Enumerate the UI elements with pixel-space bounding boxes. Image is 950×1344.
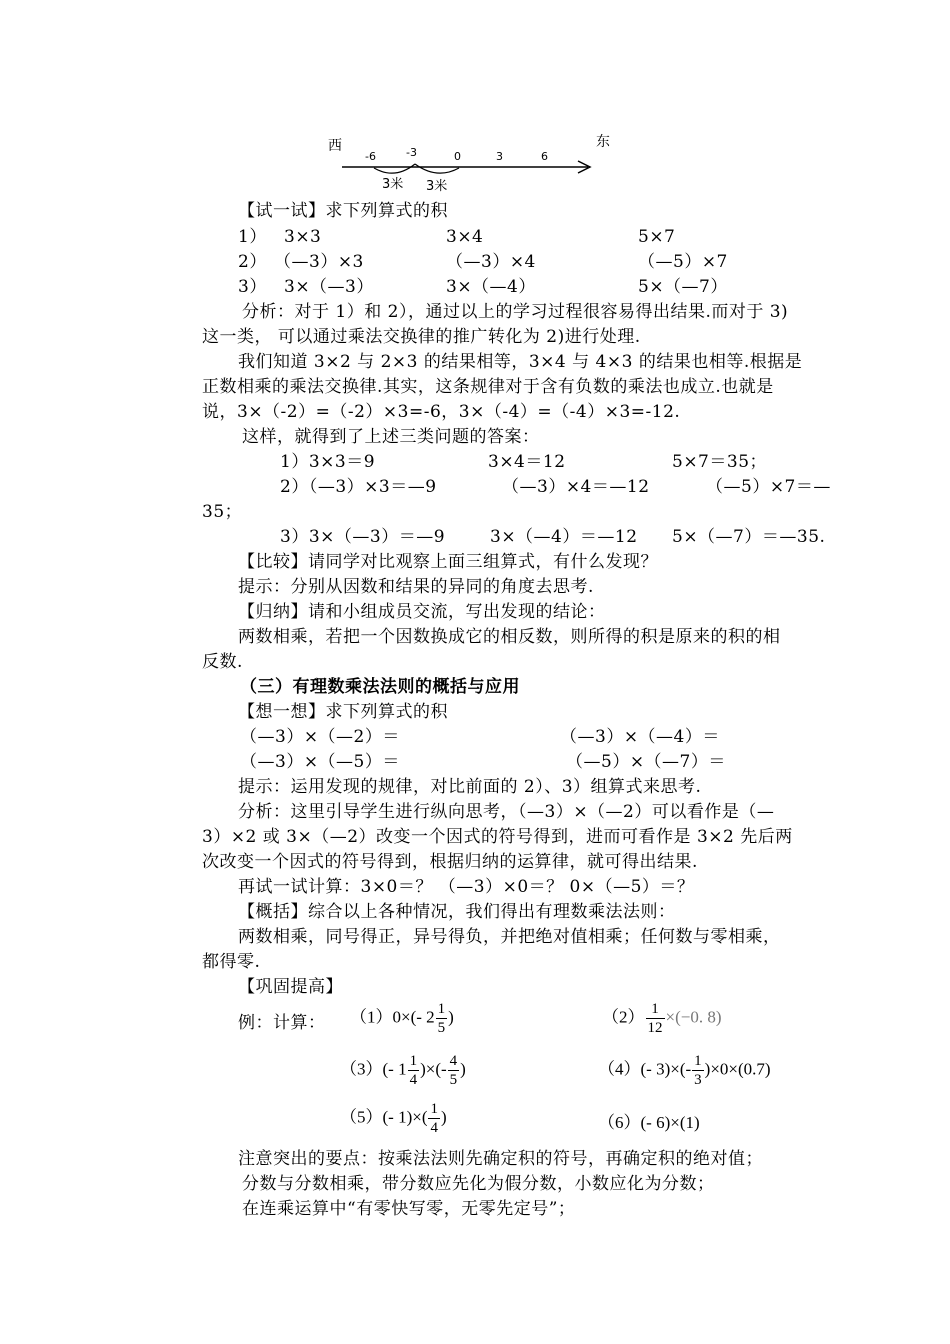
paragraph-line: 我们知道 3×2 与 2×3 的结果相等，3×4 与 4×3 的结果也相等.根据是 xyxy=(238,352,803,372)
jump-arc xyxy=(374,164,415,173)
west-label: 西 xyxy=(328,138,342,154)
answer: 3）3×（—3）＝—9 xyxy=(280,527,446,547)
try-row-no: 2） xyxy=(238,252,267,272)
answer: 5×7＝35； xyxy=(672,452,768,472)
answer: 35； xyxy=(202,502,243,522)
think-expr: （—3）×（—4）＝ xyxy=(560,727,720,747)
summary-rule: 两数相乘，若把一个因数换成它的相反数，则所得的积是原来的积的相 xyxy=(238,627,781,647)
number-line-figure xyxy=(320,128,630,194)
tick-label: -6 xyxy=(365,150,376,163)
note-line: 分数与分数相乘，带分数应先化为假分数，小数应化为分数； xyxy=(242,1174,715,1194)
example-1: （1）0×(- 2 $\frac{1}{5}$ ) xyxy=(350,1001,454,1036)
answer: 5×（—7）＝—35. xyxy=(672,527,826,547)
try-expr: 3×4 xyxy=(446,227,484,247)
example-label: 例：计算： xyxy=(238,1013,326,1033)
think-heading: 【想一想】求下列算式的积 xyxy=(238,702,448,722)
think-expr: （—3）×（—5）＝ xyxy=(240,752,400,772)
try-expr: （—5）×7 xyxy=(638,252,728,272)
try-heading: 【试一试】求下列算式的积 xyxy=(238,201,448,221)
try-expr: （—3）×3 xyxy=(274,252,364,272)
think-expr: （—5）×（—7）＝ xyxy=(566,752,726,772)
analysis-line: 这一类， 可以通过乘法交换律的推广转化为 2)进行处理. xyxy=(202,327,641,347)
general-rule: 两数相乘，同号得正，异号得负，并把绝对值相乘；任何数与零相乘， xyxy=(238,927,781,947)
consolidate-heading: 【巩固提高】 xyxy=(238,977,343,997)
example-5: （5）(- 1)×( $\frac{1}{4}$ ) xyxy=(340,1101,447,1136)
try-expr: 3×（—3） xyxy=(284,277,374,297)
think-analysis: 分析：这里引导学生进行纵向思考，（—3）×（—2）可以看作是（— xyxy=(238,802,775,822)
analysis-line: 分析：对于 1）和 2），通过以上的学习过程很容易得出结果.而对于 3) xyxy=(242,302,789,322)
general-rule: 都得零. xyxy=(202,952,261,972)
step-label: 3米 xyxy=(426,179,448,194)
try-row-no: 1） xyxy=(238,227,267,247)
answer: 1）3×3＝9 xyxy=(280,452,376,472)
compare-line: 【比较】请同学对比观察上面三组算式，有什么发现？ xyxy=(238,552,658,572)
example-6: （6）(- 6)×(1) xyxy=(598,1113,700,1132)
general-line: 【概括】综合以上各种情况，我们得出有理数乘法法则： xyxy=(238,902,676,922)
try-expr: 5×（—7） xyxy=(638,277,728,297)
summary-line: 【归纳】请和小组成员交流，写出发现的结论： xyxy=(238,602,606,622)
jump-arc xyxy=(415,164,459,173)
section-title: （三）有理数乘法法则的概括与应用 xyxy=(240,677,520,697)
paragraph-line: 正数相乘的乘法交换律.其实，这条规律对于含有负数的乘法也成立.也就是 xyxy=(202,377,774,397)
try-expr: 3×3 xyxy=(284,227,322,247)
example-2: （2） $\frac{1}{12}$ ×(−0. 8) xyxy=(602,1001,722,1036)
try-expr: 3×（—4） xyxy=(446,277,536,297)
summary-rule: 反数. xyxy=(202,652,243,672)
try-row-no: 3） xyxy=(238,277,267,297)
think-hint: 提示：运用发现的规律，对比前面的 2）、3）组算式来思考. xyxy=(238,777,702,797)
compare-hint: 提示：分别从因数和结果的异同的角度去思考. xyxy=(238,577,594,597)
east-label: 东 xyxy=(596,134,610,150)
think-expr: （—3）×（—2）＝ xyxy=(240,727,400,747)
paragraph-line: 说，3×（-2）=（-2）×3=-6，3×（-4）=（-4）×3=-12. xyxy=(202,402,681,422)
example-4: （4）(- 3)×(- $\frac{1}{3}$ )×0×(0.7) xyxy=(598,1053,771,1088)
retry-line: 再试一试计算：3×0＝？ （—3）×0＝？ 0×（—5）＝？ xyxy=(238,877,695,897)
tick-label: 0 xyxy=(454,150,461,163)
answer: 3×（—4）＝—12 xyxy=(490,527,638,547)
note-line: 在连乘运算中“有零快写零，无零先定号”； xyxy=(242,1199,576,1219)
step-label: 3米 xyxy=(382,177,404,192)
answer: （—3）×4＝—12 xyxy=(502,477,650,497)
try-expr: （—3）×4 xyxy=(446,252,536,272)
tick-label: -3 xyxy=(406,146,417,159)
think-analysis: 次改变一个因式的符号得到，根据归纳的运算律，就可得出结果. xyxy=(202,852,698,872)
think-analysis: 3）×2 或 3×（—2）改变一个因式的符号得到，进而可看作是 3×2 先后两 xyxy=(202,827,793,847)
try-expr: 5×7 xyxy=(638,227,676,247)
tick-label: 3 xyxy=(496,150,503,163)
note-line: 注意突出的要点：按乘法法则先确定积的符号，再确定积的绝对值； xyxy=(238,1149,763,1169)
tick-label: 6 xyxy=(541,150,548,163)
answer: （—5）×7＝— xyxy=(706,477,831,497)
answer: 2）（—3）×3＝—9 xyxy=(280,477,437,497)
answers-intro: 这样，就得到了上述三类问题的答案： xyxy=(242,427,540,447)
example-3: （3）(- 1 $\frac{1}{4}$ )×(- $\frac{4}{5}$ ) xyxy=(340,1053,466,1088)
answer: 3×4＝12 xyxy=(488,452,566,472)
